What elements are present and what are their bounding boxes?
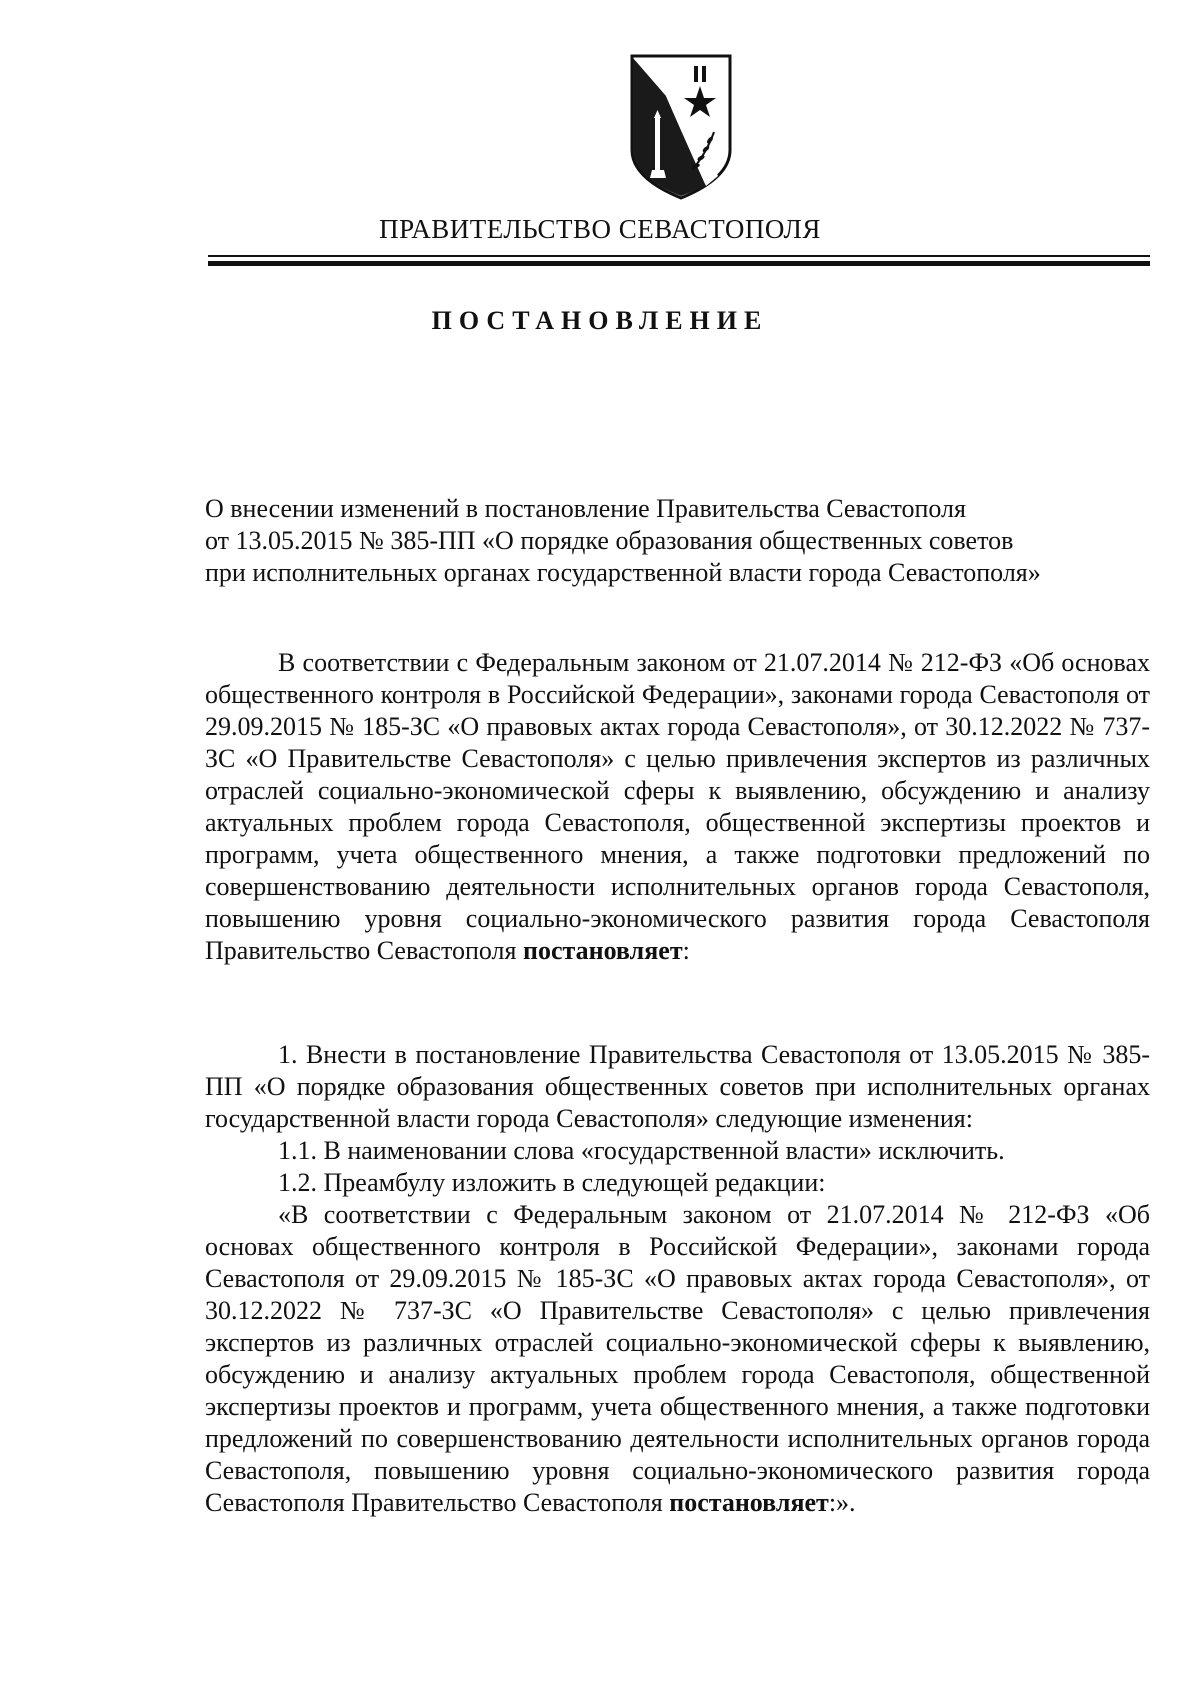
subject-line-2: от 13.05.2015 № 385-ПП «О порядке образования общественных советов [205, 526, 1014, 555]
document-type-title: ПОСТАНОВЛЕНИЕ [431, 306, 769, 335]
header-divider-thin [208, 255, 1150, 257]
sevastopol-coat-of-arms-icon [626, 52, 736, 202]
subject-line-1: О внесении изменений в постановление Правительства Севастополя [205, 494, 966, 523]
government-name: ПРАВИТЕЛЬСТВО СЕВАСТОПОЛЯ [379, 214, 821, 244]
quoted-preamble-end: :». [828, 1488, 856, 1517]
document-subject [205, 493, 1150, 589]
quoted-preamble-bold-word: постановляет [669, 1488, 829, 1517]
preamble-end: : [682, 936, 690, 965]
preamble-paragraph [205, 647, 1150, 967]
item-1: 1. Внести в постановление Правительства Севастополя от 13.05.2015 № 385-ПП «О порядке образования общественных советов при исполнительных органах государственной власти города Севастополя» следующие изменения: [205, 1040, 1150, 1133]
preamble-bold-word: постановляет [522, 936, 683, 965]
preamble-block [205, 647, 1150, 967]
quoted-preamble [205, 1199, 1150, 1519]
amendment-items [205, 1039, 1150, 1519]
item-1-2: 1.2. Преамбулу изложить в следующей редакции: [278, 1168, 826, 1197]
quoted-preamble-text: «В соответствии с Федеральным законом от 21.07.2014 № 212-ФЗ «Об основах общественного контроля в Российской Федерации», законами города Севастополя от 29.09.2015 № 185-ЗС «О правовых актах города Севастополя», от 30.12.2022 № 737-ЗС «О Правительстве Севастополя» с целью привлечения экспертов из различных отраслей социально-экономической сферы к выявлению, обсуждению и анализу актуальных проблем города Севастополя, общественной экспертизы проектов и программ, учета общественного мнения, а также подготовки предложений по совершенствованию деятельности исполнительных органов города Севастополя, повышению уровня социально-экономического развития города Севастополя Правительство Севастополя [205, 1200, 1150, 1517]
header-divider-thick [208, 261, 1150, 266]
subject-line-3: при исполнительных органах государственной власти города Севастополя» [205, 558, 1041, 587]
item-1-1: 1.1. В наименовании слова «государственной власти» исключить. [278, 1136, 1005, 1165]
preamble-text: В соответствии с Федеральным законом от 21.07.2014 № 212-ФЗ «Об основах общественного контроля в Российской Федерации», законами города Севастополя от 29.09.2015 № 185-ЗС «О правовых актах города Севастополя», от 30.12.2022 № 737-ЗС «О Правительстве Севастополя» с целью привлечения экспертов из различных отраслей социально-экономической сферы к выявлению, обсуждению и анализу актуальных проблем города Севастополя, общественной экспертизы проектов и программ, учета общественного мнения, а также подготовки предложений по совершенствованию деятельности исполнительных органов города Севастополя, повышению уровня социально-экономического развития города Севастополя Правительство Севастополя [205, 648, 1150, 965]
